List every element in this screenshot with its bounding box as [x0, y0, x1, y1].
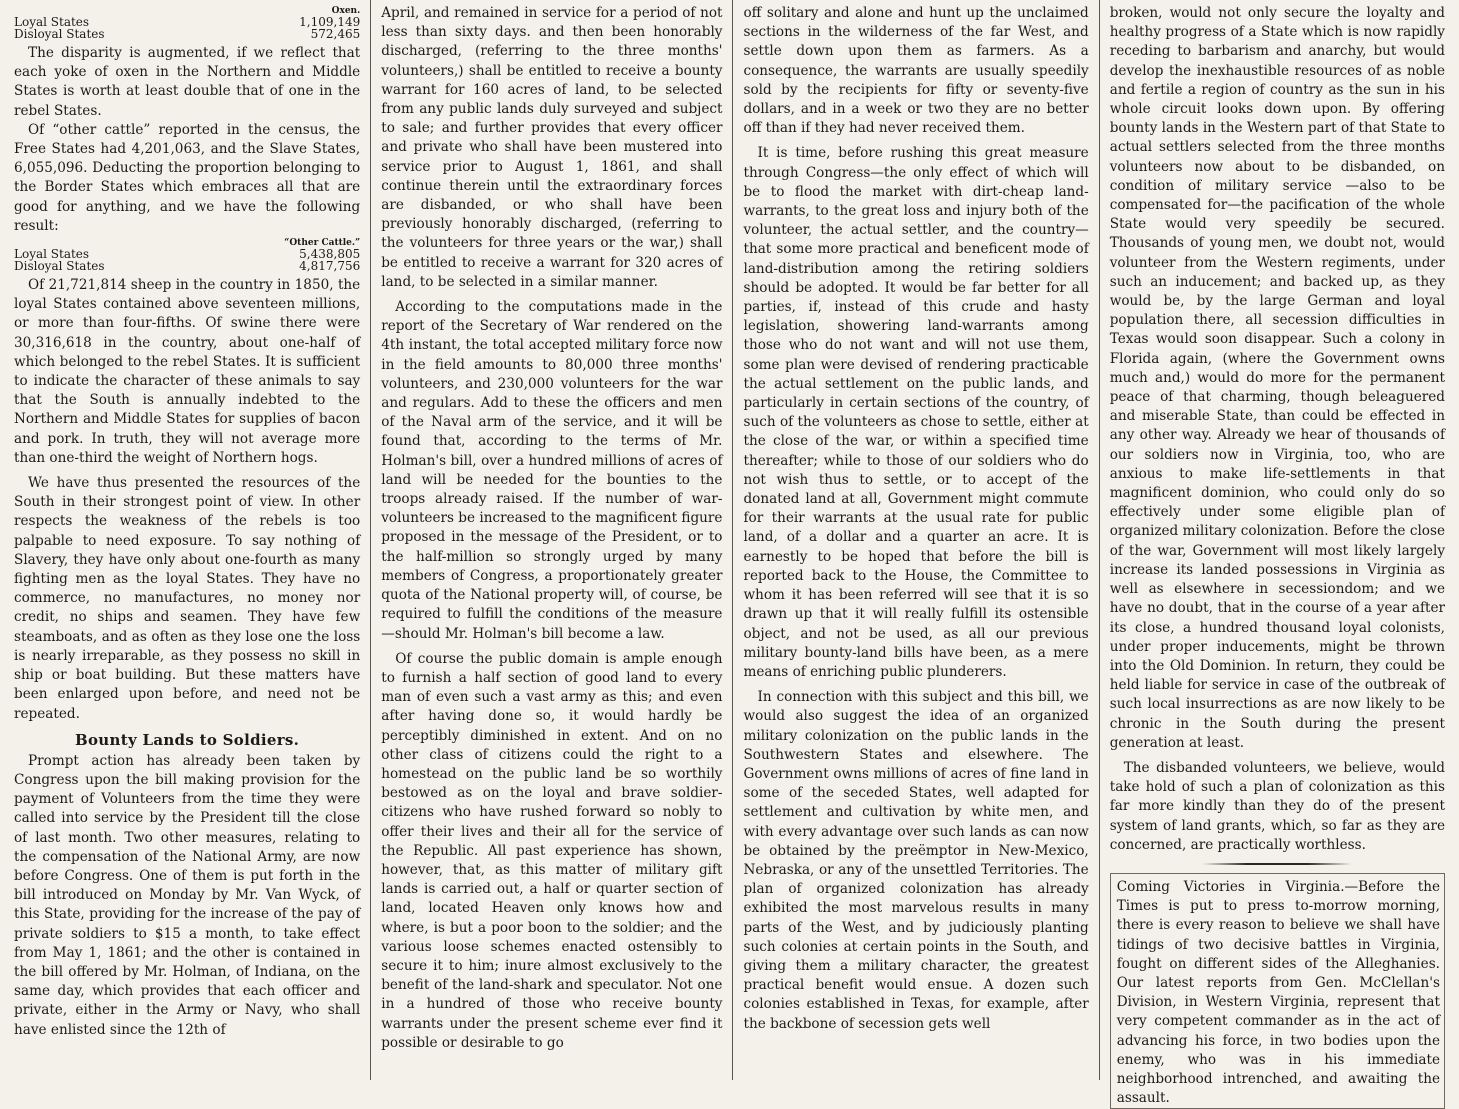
paragraph: Of “other cattle” reported in the census, the Free States had 4,201,063, and the Slave States, 6,055,096. Deducting the proportion belonging to the Border States which embraces all that are good for anything, and we have the following result:: [14, 121, 361, 234]
paragraph: Prompt action has already been taken by Congress upon the bill making provision for the payment of Volunteers from the time they were called into service by the President till the close of last month. Two other measures, relating to the compensation of the National Army, are now before Congress. One of them is put forth in the bill introduced on Monday by Mr. Van Wyck, of this State, providing for the increase of the pay of private soldiers to $15 a month, to take effect from May 1, 1861; and the other is contained in the bill offered by Mr. Holman, of Indiana, on the same day, which provides that each officer and private, either in the Army or Navy, who shall have enlisted since the 12th of: [14, 752, 361, 1038]
news-brief-box: [1110, 873, 1445, 1109]
column-1: [4, 0, 370, 1080]
cattle-table-head: “Other Cattle.”: [284, 238, 361, 249]
paragraph: off solitary and alone and hunt up the unclaimed sections in the wilderness of the far West, and settle down upon them as farmers. As a consequence, the warrants are usually speedily sold by the recipients for fifty or seventy-five dollars, and in a week or two they are no better off than if they had never received them.: [743, 5, 1089, 137]
oxen-table-head: Oxen.: [331, 6, 361, 16]
row-label: Loyal States: [14, 15, 90, 29]
cattle-row-disloyal: [14, 260, 360, 272]
paragraph: broken, would not only secure the loyalty and healthy progress of a State which is now rapidly receding to barbarism and anarchy, but would develop the inexhaustible resources of as noble and fertile a region of country as the sun in his whole circuit looks down upon. By offering bounty lands in the Western part of that State to actual settlers selected from the three months volunteers now about to be disbanded, on condition of military service —also to be compensated for—the pacification of the whole State would very speedily be secured. Thousands of young men, we doubt not, would volunteer from the Western regiments, under such an inducement; and backed up, as they would be, by the large German and loyal population there, all secession difficulties in Texas would soon disappear. Such a colony in Florida again, (where the Government owns much and,) would do more for the permanent peace of that charming, though beleaguered and miserable State, than could be effected in any other way. Already we hear of thousands of our soldiers now in Virginia, too, who are anxious to make life-settlements in that magnificent dominion, who could only do so effectively under some eligible plan of organized military colonization. Before the close of the war, Government will most likely largely increase its landed possessions in Virginia as well as elsewhere in secessiondom; and we have no doubt, that in the course of a year after its close, a hundred thousand loyal colonists, under proper inducements, might be thrown into the Old Dominion. In return, they could be held liable for service in case of the outbreak of such local insurrections as are now likely to be chronic in the South during the present generation at least.: [1109, 5, 1445, 751]
paragraph: Coming Victories in Virginia.—Before the Times is put to press to-morrow morning, there is every reason to believe we shall have tidings of two decisive battles in Virginia, fought on different sides of the Alleghanies. Our latest reports from Gen. McClellan's Division, in Western Virginia, represent that very competent commander as in the act of advancing his force, in two bodies upon the enemy, who was in his immediate neighborhood intrenched, and awaiting the assault.: [1116, 878, 1440, 1107]
separator-rule: [1202, 863, 1352, 865]
row-value: 572,465: [310, 27, 361, 41]
row-value: 4,817,756: [299, 259, 361, 274]
row-label: Loyal States: [14, 247, 90, 262]
paragraph: The disbanded volunteers, we believe, would take hold of such a plan of colonization as this far more kindly than they do of the present system of land grants, which, so far as they are concerned, are practically worthless.: [1109, 759, 1445, 853]
paragraph: It is time, before rushing this great measure through Congress—the only effect of which will be to flood the market with dirt-cheap land-warrants, to the great loss and injury both of the volunteer, the actual settler, and the country—that some more practical and beneficent mode of land-distribution among the retiring soldiers should be adopted. It would be far better for all parties, if, instead of this crude and hasty legislation, showering land-warrants among those who do not want and will not use them, some plan were devised of rendering practicable the actual settlement on the public lands, and particularly in certain sections of the country, of such of the volunteers as chose to settle, either at the close of the war, or within a specified time thereafter; while to those of our soldiers who do not wish thus to settle, or to accept of the donated land at all, Government might commute for their warrants at the usual rate for public land, of a dollar and a quarter an acre. It is earnestly to be hoped that before the bill is reported back to the House, the Committee to whom it has been referred will see that it is so drawn up that it will really fulfill its ostensible object, and not be used, as all our previous military bounty-land bills have been, as a mere means of enriching public plunderers.: [743, 145, 1089, 680]
paragraph: The disparity is augmented, if we reflect that each yoke of oxen in the Northern and Middle States is worth at least double that of one in the rebel States.: [14, 45, 361, 119]
paragraph: Of 21,721,814 sheep in the country in 1850, the loyal States contained above seventeen millions, or more than four-fifths. Of swine there were 30,316,618 in the country, about one-half of which belonged to the rebel States. It is sufficient to indicate the character of these animals to say that the South is annually indebted to the Northern and Middle States for supplies of bacon and pork. In truth, they will not average more than one-third the weight of Northern hogs.: [14, 277, 361, 466]
paragraph: In connection with this subject and this bill, we would also suggest the idea of an organized military colonization on the public lands in the Southwestern States and elsewhere. The Government owns millions of acres of fine land in some of the seceded States, well adapted for settlement and cultivation by white men, and with every advantage over such lands as can now be obtained by the preëmptor in New-Mexico, Nebraska, or any of the unsettled Territories. The plan of organized colonization has already exhibited the most marvelous results in many parts of the West, and by judiciously planting such colonies at certain points in the South, and giving them a military character, the greatest practical benefit would ensue. A dozen such colonies established in Texas, for example, after the backbone of secession gets well: [743, 689, 1089, 1032]
row-value: 1,109,149: [299, 15, 361, 29]
row-label: Disloyal States: [14, 27, 105, 41]
oxen-row-disloyal: [14, 28, 360, 40]
row-label: Disloyal States: [14, 259, 105, 274]
paragraph: We have thus presented the resources of the South in their strongest point of view. In other respects the weakness of the rebels is too palpable to need exposure. To say nothing of Slavery, they have only about one-fourth as many fighting men as the loyal States. They have no commerce, no manufactures, no money nor credit, no ships and seamen. They have few steamboats, and as often as they lose one the loss is nearly irreparable, as they possess no skill in ship or boat building. But these matters have been enlarged upon before, and need not be repeated.: [14, 475, 361, 722]
oxen-table: [14, 6, 360, 40]
column-4: [1100, 0, 1455, 1107]
row-value: 5,438,805: [299, 247, 361, 262]
article-heading: Bounty Lands to Soldiers.: [75, 730, 300, 749]
column-2: [371, 0, 732, 1080]
paragraph: According to the computations made in the report of the Secretary of War rendered on the 4th instant, the total accepted military force now in the field amounts to 80,000 three months' volunteers, and 230,000 volunteers for the war and regulars. Add to these the officers and men of the Naval arm of the service, and it will be found that, according to the terms of Mr. Holman's bill, over a hundred millions of acres of land will be needed for the bounties to the troops already raised. If the number of war-volunteers be increased to the magnificent figure proposed in the message of the President, or to the half-million so strongly urged by many members of Congress, a proportionately greater quota of the National property will, of course, be required to fulfill the conditions of the measure—should Mr. Holman's bill become a law.: [381, 299, 723, 642]
paragraph: Of course the public domain is ample enough to furnish a half section of good land to every man of even such a vast army as this; and even after having done so, it would hardly be perceptibly diminished in extent. And on no other class of citizens could the right to a homestead on the public land be so worthily bestowed as on the loyal and brave soldier-citizens who have rushed forward so nobly to offer their lives and their all for the service of the Republic. All past experience has shown, however, that, as this matter of military gift lands is carried out, a half or quarter section of land, located Heaven only knows how and where, is but a poor boon to the soldier; and the various loose schemes enacted ostensibly to secure it to him; inure almost exclusively to the benefit of the land-shark and speculator. Not one in a hundred of those who receive bounty warrants under the present scheme ever find it possible or desirable to go: [381, 650, 723, 1051]
cattle-table: [14, 238, 360, 272]
paragraph: April, and remained in service for a period of not less than sixty days. and then been honorably discharged, (referring to the three months' volunteers,) shall be entitled to receive a bounty warrant for 160 acres of land, to be selected from any public lands duly surveyed and subject to sale; and further provides that every officer and private who shall have been mustered into service prior to August 1, 1861, and shall continue therein until the extraordinary forces are disbanded, or who shall have been previously honorably discharged, (referring to the volunteers for three years or the war,) shall be entitled to receive a warrant for 320 acres of land, to be selected in a similar manner.: [381, 5, 723, 290]
column-3: [733, 0, 1098, 1080]
